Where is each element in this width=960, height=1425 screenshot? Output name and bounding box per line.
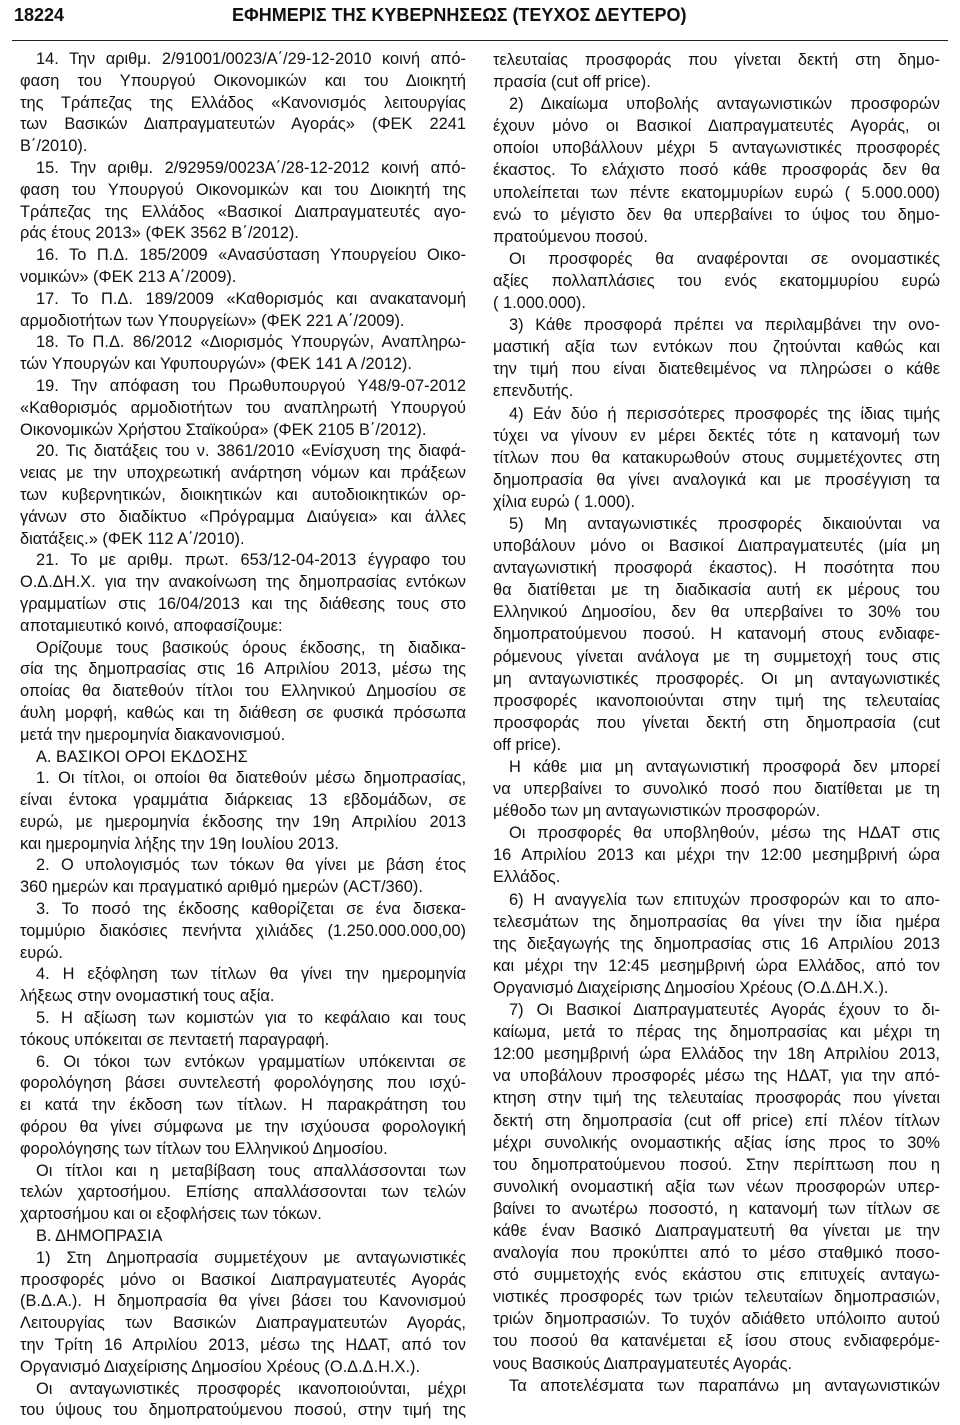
paragraph bbox=[20, 376, 466, 441]
paragraph bbox=[493, 1375, 940, 1397]
text-line: φαση του Υπουργού Οικονομικών και του Διοικητή της bbox=[20, 180, 466, 199]
text-line: άυλη μορφή, καθώς και τη διάθεση σε φυσικά πρόσωπα bbox=[20, 703, 466, 722]
text-line: νομικών» (ΦΕΚ 213 Α΄/2009). bbox=[20, 267, 237, 286]
text-line: διατάξεις.» (ΦΕΚ 112 Α΄/2010). bbox=[20, 529, 245, 548]
text-line: μέθοδο των μη ανταγωνιστικών προσφορών. bbox=[493, 802, 821, 821]
text-line: συνολική ονομαστική αξία των νέων προσφορών υπερ- bbox=[493, 1177, 940, 1196]
text-line: Ελληνικού Δημοσίου, δεν θα υπερβαίνει το 30% του bbox=[493, 603, 940, 622]
journal-title: ΕΦΗΜΕΡΙΣ ΤΗΣ ΚΥΒΕΡΝΗΣΕΩΣ (ΤΕΥΧΟΣ ΔΕΥΤΕΡΟ) bbox=[232, 5, 687, 25]
text-line: προσφορές μόνο οι Βασικοί Διαπραγματευτές Αγοράς bbox=[20, 1270, 466, 1289]
paragraph bbox=[20, 158, 466, 245]
paragraph bbox=[20, 245, 466, 289]
text-line: ανταγωνιστική προσφορά έκαστος). Η ποσότητα που bbox=[493, 559, 940, 578]
text-line: μέχρι συνολικής ονομαστικής αξίας ίσης προς το 30% bbox=[493, 1133, 940, 1152]
text-line: κάθε έναν Βασικό Διαπραγματευτή θα γίνεται με την bbox=[493, 1221, 940, 1240]
text-line: δημοπρατούμενου ποσού. Η κατανομή στους ενδιαφε- bbox=[493, 625, 940, 644]
text-line: «Καθορισμός αρμοδιοτήτων του αναπληρωτή Υπουργού bbox=[20, 398, 466, 417]
paragraph bbox=[493, 756, 940, 822]
text-line: Ορίζουμε τους βασικούς όρους έκδοσης, τη διαδικα- bbox=[36, 638, 466, 657]
text-line: στό συμμετοχής ενός εκάστου στις επιτυχείς ανταγω- bbox=[493, 1266, 940, 1285]
text-line: 12:00 μεσημβρινή ώρα Ελλάδος την 18η Απριλίου 2013, bbox=[493, 1045, 940, 1064]
text-line: νιστικές προσφορές των τριών τελευταίων δημοπρασιών, bbox=[493, 1288, 940, 1307]
paragraph bbox=[20, 1248, 466, 1379]
text-line: Οι προσφορές θα αναφέρονται σε ονομαστικές bbox=[509, 249, 940, 268]
text-line: θα διατίθεται με τη διαδικασία αυτή εκ μέρους του bbox=[493, 581, 940, 600]
text-line: της διεξαγωγής της δημοπρασίας στις 16 Απριλίου 2013 bbox=[493, 934, 940, 953]
text-line: δημοπρασία θα γίνει αναλογικά και με προσέγγιση τα bbox=[493, 470, 940, 489]
text-line: τελεσμάτων της δημοπρασίας θα γίνει την ίδια ημέρα bbox=[493, 912, 940, 931]
text-line: Α. ΒΑΣΙΚΟΙ ΟΡΟΙ ΕΚΔΟΣΗΣ bbox=[36, 747, 248, 766]
paragraph bbox=[493, 889, 940, 999]
paragraph bbox=[493, 513, 940, 756]
text-line: Οργανισμό Διαχείρισης Δημοσίου Χρέους (Ο.Δ.ΔΗ.Χ.). bbox=[493, 978, 889, 997]
text-line: χαρτοσήμου και οι εξοφλήσεις των τόκων. bbox=[20, 1205, 322, 1224]
paragraph bbox=[493, 999, 940, 1375]
text-line: 16. Το Π.Δ. 185/2009 «Ανασύσταση Υπουργείου Οικο- bbox=[36, 246, 466, 265]
text-line: έκαστος. Το ελάχιστο ποσό κάθε προσφοράς δεν θα bbox=[493, 161, 940, 180]
text-line: καίωμα, μετά το πέρας της δημοπρασίας και μέχρι τη bbox=[493, 1023, 940, 1042]
text-line: 5) Μη ανταγωνιστικές προσφορές δικαιούνται να bbox=[509, 514, 940, 533]
text-line: να υπερβαίνει το συνολικό ποσό που διατίθεται με τη bbox=[493, 780, 940, 799]
paragraph bbox=[20, 768, 466, 855]
text-line: 1) Στη Δημοπρασία συμμετέχουν με ανταγωνιστικές bbox=[36, 1248, 466, 1267]
text-line: νειας με την υποχρεωτική ανάρτηση νόμων και πράξεων bbox=[20, 464, 466, 483]
text-line: τών Υπουργών και Υφυπουργών» (ΦΕΚ 141 Α /2012). bbox=[20, 355, 412, 374]
text-line: τίτλων που θα κατακυρωθούν στους συμμετέχοντες στη bbox=[493, 448, 940, 467]
section-heading bbox=[20, 747, 466, 769]
text-line: Οι προσφορές θα υποβληθούν, μέσω της ΗΔΑΤ στις bbox=[509, 824, 940, 843]
text-line: του ποσού θα κατανέμεται εξ ίσου στους ενδιαφερόμε- bbox=[493, 1332, 940, 1351]
text-line: 14. Την αριθμ. 2/91001/0023/Α΄/29-12-2010 κοινή από- bbox=[36, 50, 466, 68]
text-line: επενδυτής. bbox=[493, 382, 574, 401]
text-line: υπολείπεται των πέντε εκατομμυρίων ευρώ ( 5.000.000) bbox=[493, 183, 940, 202]
text-line: αρμοδιοτήτων των Υπουργείων» (ΦΕΚ 221 Α΄/2009). bbox=[20, 311, 405, 330]
paragraph bbox=[20, 1161, 466, 1226]
text-line: Οργανισμό Διαχείρισης Δημοσίου Χρέους (Ο.Δ.Δ.Η.Χ.). bbox=[20, 1357, 421, 1376]
text-line: ευρώ. bbox=[20, 943, 63, 962]
page-number: 18224 bbox=[14, 5, 65, 25]
paragraph bbox=[20, 289, 466, 333]
text-line: αναλογία που προκύπτει από το μέσο σταθμικό ποσο- bbox=[493, 1244, 940, 1263]
paragraph bbox=[20, 1008, 466, 1052]
text-line: 1. Οι τίτλοι, οι οποίοι θα διατεθούν μέσω δημοπρασίας, bbox=[36, 769, 466, 788]
text-line: ( 1.000.000). bbox=[493, 294, 586, 313]
text-line: μαστική αξία των εντόκων που ζητούνται καθώς και bbox=[493, 338, 940, 357]
text-line: 20. Τις διατάξεις του ν. 3861/2010 «Ενίσχυση της διαφά- bbox=[36, 442, 466, 461]
paragraph bbox=[493, 403, 940, 513]
text-line: αποταμιευτικό κοινό, αποφασίζουμε: bbox=[20, 616, 283, 635]
text-line: αξίες πολλαπλάσιες του ενός εκατομμυρίου ευρώ bbox=[493, 271, 940, 290]
text-line: 2) Δικαίωμα υποβολής ανταγωνιστικών προσφορών bbox=[509, 95, 940, 114]
text-line: των Βασικών Διαπραγματευτών Αγοράς» (ΦΕΚ 2241 bbox=[20, 115, 466, 134]
text-line: 17. Το Π.Δ. 189/2009 «Καθορισμός και ανακατανομή bbox=[36, 289, 466, 308]
text-line: μη ανταγωνιστικές προσφορές. Οι μη ανταγωνιστικές bbox=[493, 669, 940, 688]
text-line: 19. Την απόφαση του Πρωθυπουργού Υ48/9-07-2012 bbox=[36, 376, 466, 395]
text-line: ενώ το μέγιστο δεν θα υπερβαίνει το ύψος του δημο- bbox=[493, 205, 940, 224]
text-line: των κυβερνητικών, διοικητικών και αυτοδιοικητικών ορ- bbox=[20, 485, 466, 504]
text-line: ει κατά την έκδοση των τίτλων. Η παρακράτηση του bbox=[20, 1096, 466, 1115]
paragraph bbox=[20, 1052, 466, 1161]
text-line: βαίνει το ανωτέρω ποσοστό, η κατανομή των τίτλων σε bbox=[493, 1199, 940, 1218]
text-line: τελών χαρτοσήμου. Επίσης απαλλάσσονται των τελών bbox=[20, 1183, 466, 1202]
text-line: 18. Το Π.Δ. 86/2012 «Διορισμός Υπουργών, Αναπληρω- bbox=[36, 333, 466, 352]
text-line: δεκτή στη δημοπρασία (cut off price) επί πλέον τίτλων bbox=[493, 1111, 940, 1130]
text-line: 6. Οι τόκοι των εντόκων γραμματίων υπόκεινται σε bbox=[36, 1052, 466, 1071]
paragraph bbox=[493, 49, 940, 93]
text-line: ράς έτους 2013» (ΦΕΚ 3562 Β΄/2012). bbox=[20, 224, 299, 243]
text-line: Ελλάδος. bbox=[493, 868, 561, 887]
text-line: Οικονομικών Χρήστου Σταϊκούρα» (ΦΕΚ 2105 Β΄/2012). bbox=[20, 420, 427, 439]
text-line: υποβάλουν μόνο οι Βασικοί Διαπραγματευτές (μία μη bbox=[493, 537, 940, 556]
paragraph bbox=[493, 822, 940, 888]
text-line: της Τράπεζας της Ελλάδος «Κανονισμός λειτουργίας bbox=[20, 93, 466, 112]
paragraph bbox=[493, 93, 940, 248]
right-column bbox=[493, 49, 940, 1397]
text-line: σία της δημοπρασίας στις 16 Απριλίου 2013, μέσω της bbox=[20, 660, 466, 679]
text-line: πρατούμενου ποσού. bbox=[493, 227, 648, 246]
header-rule bbox=[12, 40, 948, 41]
text-line: 4) Εάν δύο ή περισσότερες προσφορές της ίδιας τιμής bbox=[509, 404, 940, 423]
text-line: τομμύριο διακόσιες πενήντα χιλιάδες (1.250.000.000,00) bbox=[20, 921, 466, 940]
text-line: νους Βασικούς Διαπραγματευτές Αγοράς. bbox=[493, 1354, 793, 1373]
text-line: Τα αποτελέσματα των παραπάνω μη ανταγωνιστικών bbox=[509, 1376, 940, 1395]
text-line: προσφοράς που γίνεται δεκτή στη δημοπρασία (cut bbox=[493, 713, 940, 732]
text-line: 3) Κάθε προσφορά πρέπει να περιλαμβάνει την ονο- bbox=[509, 316, 940, 335]
text-line: προσφορές ικανοποιούνται στην τιμή της τελευταίας bbox=[493, 691, 940, 710]
text-line: οποίοι υποβάλλουν μέχρι 5 ανταγωνιστικές προσφορές bbox=[493, 139, 940, 158]
text-line: φορολόγηση βάσει συντελεστή φορολόγησης που ισχύ- bbox=[20, 1074, 466, 1093]
text-line: τόκους υπόκειται σε πενταετή παραγραφή. bbox=[20, 1030, 330, 1049]
text-line: ευρώ, με ημερομηνία έκδοσης την 19η Απριλίου 2013 bbox=[20, 812, 466, 831]
text-line: 15. Την αριθμ. 2/92959/0023Α΄/28-12-2012 κοινή από- bbox=[36, 158, 466, 177]
text-line: τύχει να γίνουν εν μέρει δεκτές τότε η κατανομή των bbox=[493, 426, 940, 445]
text-line: έχουν μόνο οι Βασικοί Διαπραγματευτές Αγοράς, οι bbox=[493, 117, 940, 136]
text-line: 5. Η αξίωση των κομιστών για το κεφάλαιο και τους bbox=[36, 1009, 466, 1028]
text-line: Η κάθε μια μη ανταγωνιστική προσφορά δεν μπορεί bbox=[509, 758, 940, 776]
text-line: την Τρίτη 16 Απριλίου 2013, μέσω της ΗΔΑΤ, από τον bbox=[20, 1336, 466, 1355]
text-line: 360 ημερών και πραγματικό αριθμό ημερών (ACT/360). bbox=[20, 878, 423, 897]
text-line: πρασία (cut off price). bbox=[493, 73, 651, 92]
text-line: γραμματίων στις 16/04/2013 και της διάθεσης τους στο bbox=[20, 594, 466, 613]
text-line: φορολόγησης των τίτλων του Ελληνικού Δημοσίου. bbox=[20, 1139, 388, 1158]
text-line: Οι ανταγωνιστικές προσφορές ικανοποιούνται, μέχρι bbox=[36, 1379, 466, 1398]
text-line: (Β.Δ.Α.). Η δημοπρασία θα γίνει βάσει του Κανονισμού bbox=[20, 1292, 466, 1311]
text-line: γάνων στο διαδίκτυο «Πρόγραμμα Διαύγεια» και άλλες bbox=[20, 507, 466, 526]
text-line: είναι έντοκα γραμμάτια διάρκειας 13 εβδομάδων, σε bbox=[20, 791, 466, 810]
text-line: να υποβάλουν προσφορές μέσω της ΗΔΑΤ, για την από- bbox=[493, 1067, 940, 1086]
text-line: 21. Το με αριθμ. πρωτ. 653/12-04-2013 έγγραφο του bbox=[36, 551, 466, 570]
section-heading bbox=[20, 1226, 466, 1248]
left-column bbox=[20, 49, 466, 1422]
text-line: κτηση στην τιμή της τελευταίας προσφοράς που γίνεται bbox=[493, 1089, 940, 1108]
text-line: λήξεως στην ονομαστική τους αξία. bbox=[20, 987, 275, 1006]
text-line: 16 Απριλίου 2013 και μέχρι την 12:00 μεσημβρινή ώρα bbox=[493, 846, 940, 865]
paragraph bbox=[20, 550, 466, 637]
text-line: χίλια ευρώ ( 1.000). bbox=[493, 492, 636, 511]
paragraph bbox=[20, 638, 466, 747]
text-line: Οι τίτλοι και η μεταβίβαση τους απαλλάσσονται των bbox=[36, 1161, 466, 1180]
paragraph bbox=[20, 49, 466, 158]
paragraph bbox=[493, 314, 940, 402]
text-line: τριών δημοπρασιών. Το τυχόν αδιάθετο υπόλοιπο αυτού bbox=[493, 1310, 940, 1329]
text-line: φόρου θα γίνει σύμφωνα με την ισχύουσα φορολογική bbox=[20, 1118, 466, 1137]
text-line: 2. Ο υπολογισμός των τόκων θα γίνει με βάση έτος bbox=[36, 856, 466, 875]
text-line: ρόμενους γίνεται ανάλογα με τη συμμετοχή τους στις bbox=[493, 647, 940, 666]
text-line: Β. ΔΗΜΟΠΡΑΣΙΑ bbox=[36, 1227, 163, 1246]
text-line: του δημοπρατούμενου ποσού. Στην περίπτωση που η bbox=[493, 1155, 940, 1174]
text-line: 7) Οι Βασικοί Διαπραγματευτές Αγοράς έχουν το δι- bbox=[509, 1001, 940, 1020]
text-line: Ο.Δ.ΔΗ.Χ. για την ανακοίνωση της δημοπρασίας εντόκων bbox=[20, 573, 466, 592]
text-line: 3. Το ποσό της έκδοσης καθορίζεται σε ένα δισεκα- bbox=[36, 900, 466, 919]
text-line: τελευταίας προσφοράς που γίνεται δεκτή στη δημο- bbox=[493, 51, 940, 69]
text-line: και μέχρι την 12:45 μεσημβρινή ώρα Ελλάδος, από τον bbox=[493, 956, 940, 975]
text-line: Β΄/2010). bbox=[20, 137, 88, 156]
paragraph bbox=[20, 441, 466, 550]
text-line: του ύψους του δημοπρατούμενου ποσού, στην τιμή της bbox=[20, 1401, 466, 1420]
paragraph bbox=[20, 1379, 466, 1423]
text-line: και ημερομηνία λήξης την 19η Ιουλίου 2013. bbox=[20, 834, 339, 853]
text-line: οποίας θα διατεθούν τίτλοι του Ελληνικού Δημοσίου σε bbox=[20, 682, 466, 701]
text-line: off price). bbox=[493, 735, 562, 754]
text-line: την τιμή που είναι διατεθειμένος να πληρώσει ο κάθε bbox=[493, 360, 940, 379]
paragraph bbox=[20, 899, 466, 964]
text-line: 4. Η εξόφληση των τίτλων θα γίνει την ημερομηνία bbox=[36, 965, 466, 984]
text-line: φαση του Υπουργού Οικονομικών και του Διοικητή bbox=[20, 71, 466, 90]
text-line: Λειτουργίας των Βασικών Διαπραγματευτών Αγοράς, bbox=[20, 1314, 466, 1333]
text-line: Τράπεζας της Ελλάδος «Βασικοί Διαπραγματευτές αγο- bbox=[20, 202, 466, 221]
paragraph bbox=[20, 964, 466, 1008]
text-line: 6) Η αναγγελία των επιτυχών προσφορών και το απο- bbox=[509, 890, 940, 909]
paragraph bbox=[20, 855, 466, 899]
paragraph bbox=[493, 248, 940, 314]
paragraph bbox=[20, 332, 466, 376]
text-line: μετά την ημερομηνία διακανονισμού. bbox=[20, 725, 286, 744]
